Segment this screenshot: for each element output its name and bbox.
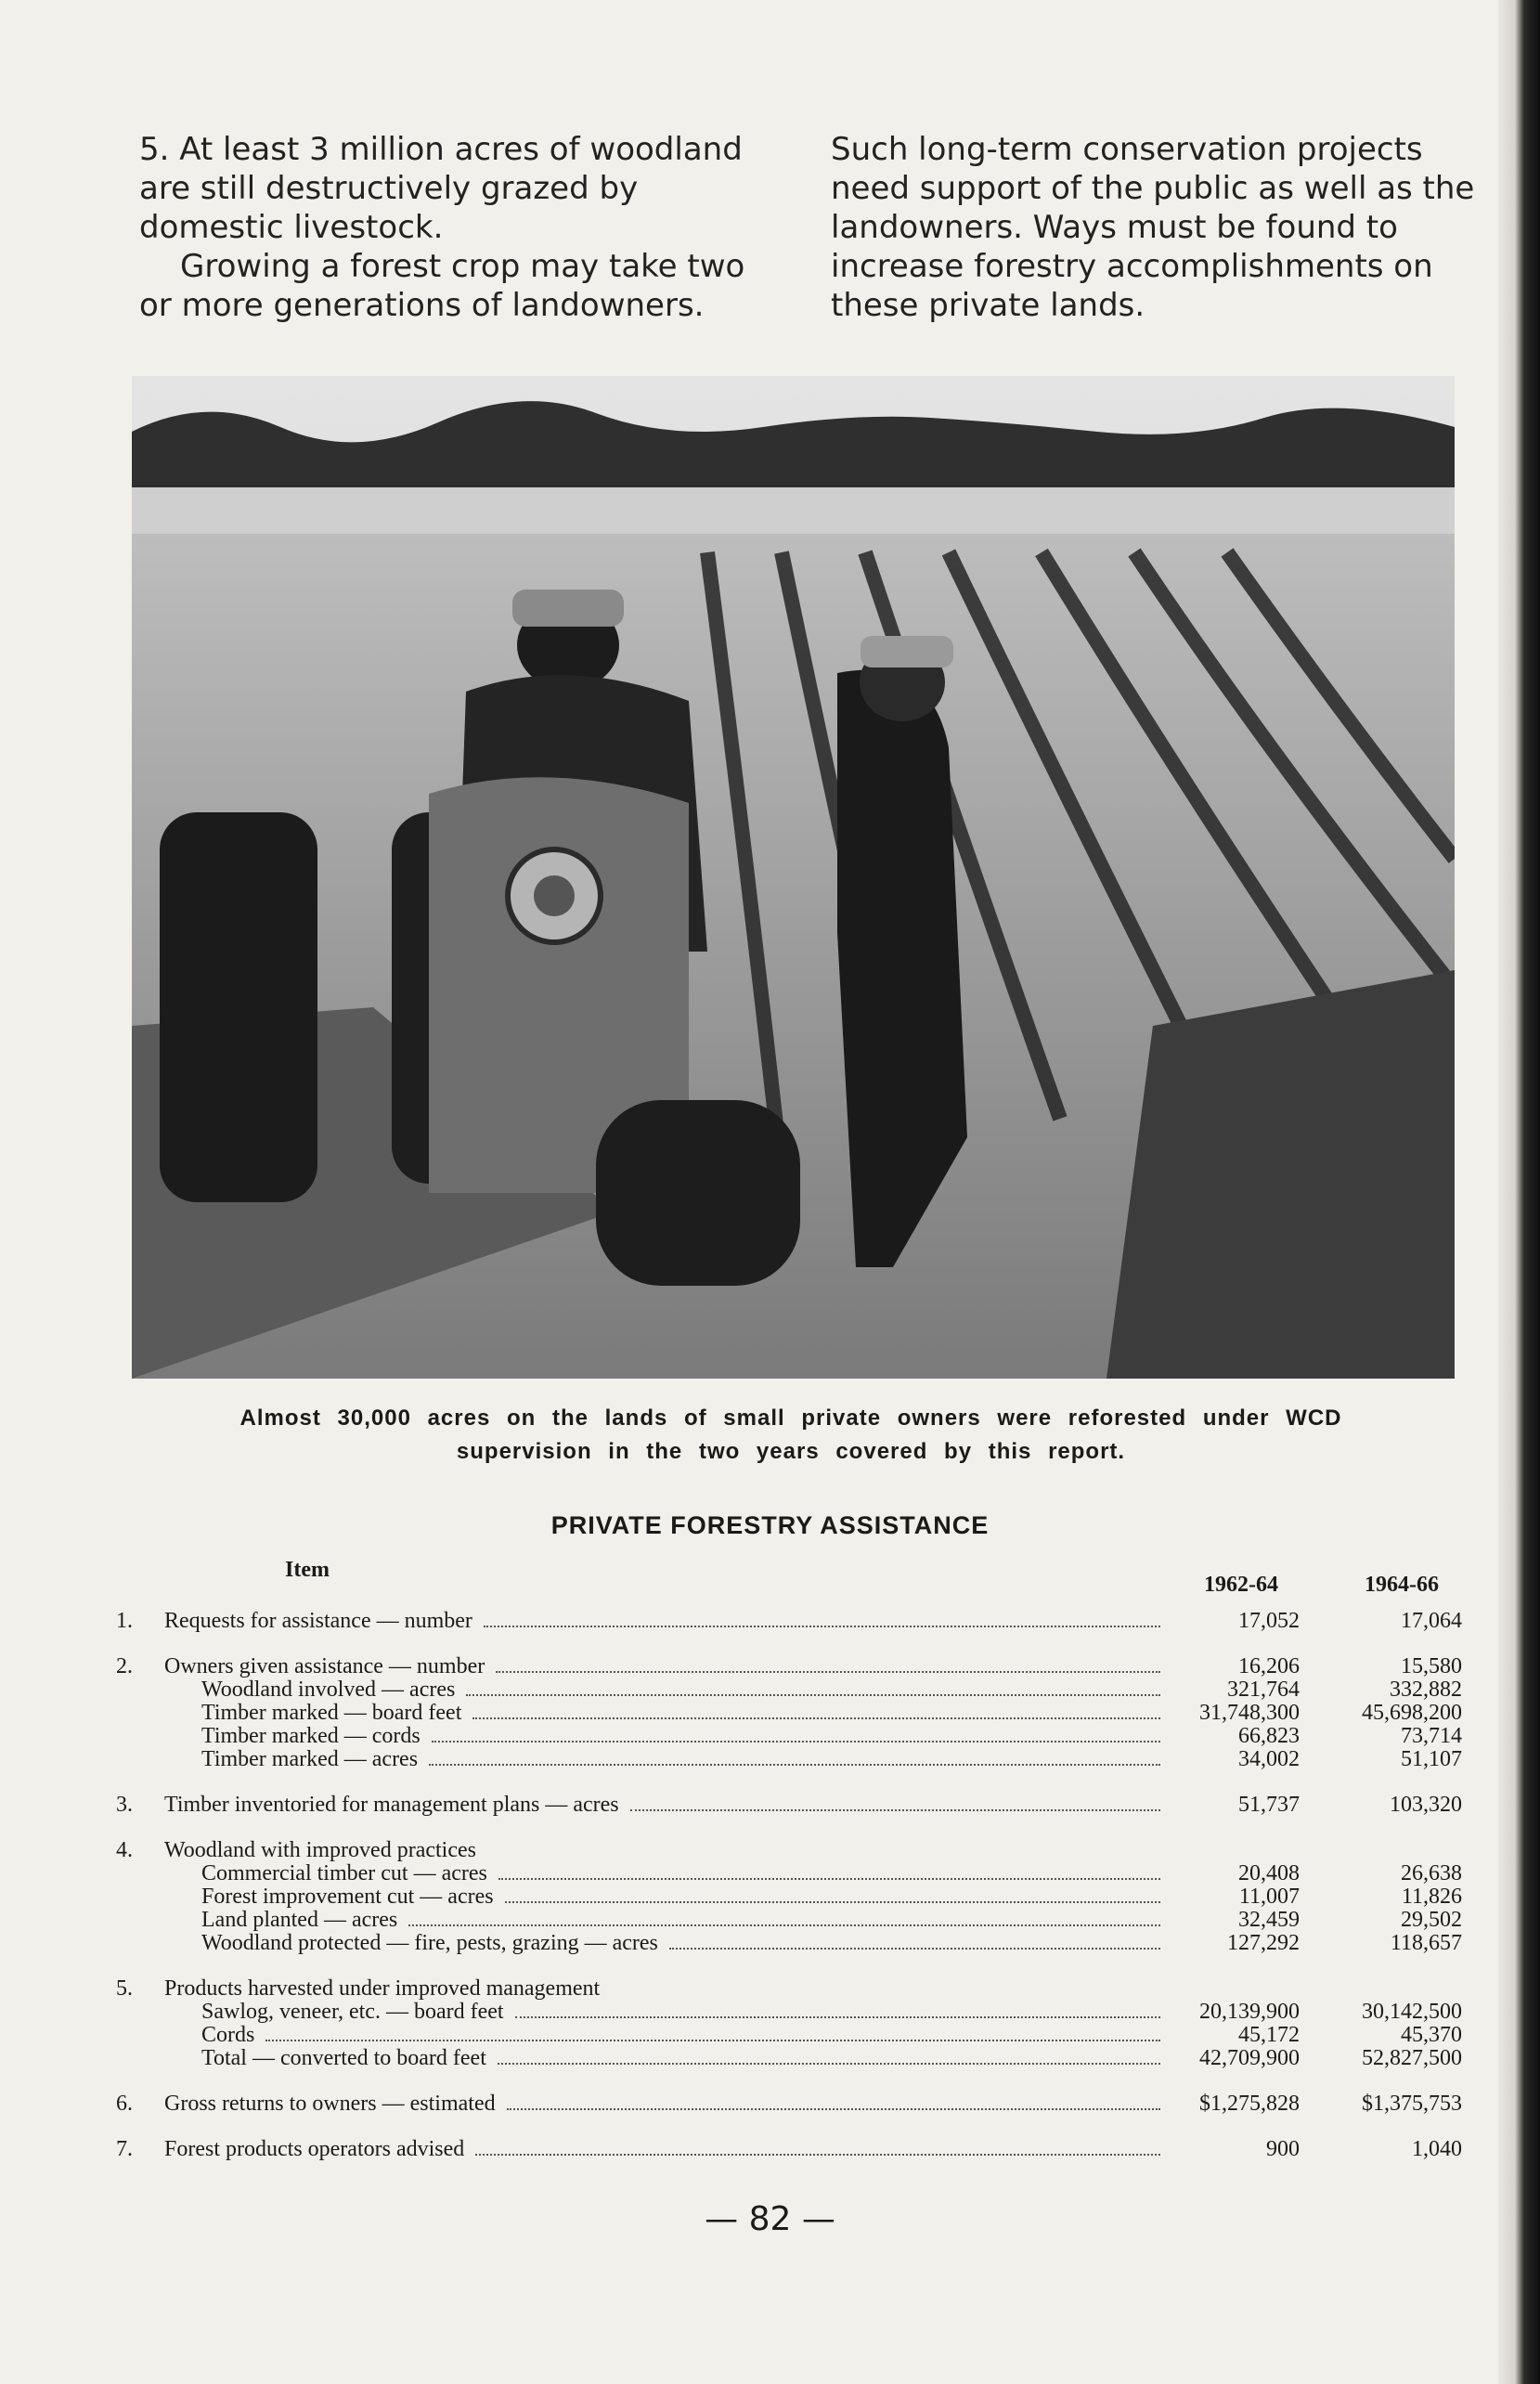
photo-tractor-field xyxy=(132,376,1455,1379)
table-row xyxy=(116,1909,1462,1932)
table-row xyxy=(116,1702,1462,1725)
value-1962-64: 32,459 xyxy=(1238,1908,1300,1932)
intro-left-paragraph-2: Growing a forest crop may take two or more generations of landowners. xyxy=(139,248,745,324)
intro-text xyxy=(139,130,1476,348)
dot-leader xyxy=(265,2040,1160,2041)
table-row xyxy=(116,1885,1462,1909)
intro-right-column xyxy=(831,130,1476,348)
dot-leader xyxy=(496,1671,1160,1673)
dot-leader xyxy=(408,1924,1160,1926)
value-1962-64: 20,139,900 xyxy=(1199,2000,1300,2024)
value-1962-64: 16,206 xyxy=(1238,1654,1300,1678)
row-label: Timber marked — acres xyxy=(201,1747,419,1771)
value-1964-66: $1,375,753 xyxy=(1362,2092,1462,2116)
value-1962-64: 11,007 xyxy=(1238,1885,1300,1909)
row-label: Timber marked — cords xyxy=(201,1724,421,1748)
value-1962-64: 31,748,300 xyxy=(1199,1701,1300,1725)
value-1962-64: 321,764 xyxy=(1227,1678,1300,1702)
dot-leader xyxy=(472,1717,1160,1719)
row-number: 5. xyxy=(116,1976,133,2001)
row-label: Timber marked — board feet xyxy=(201,1701,462,1725)
assistance-table xyxy=(116,1558,1462,2161)
value-1962-64: 51,737 xyxy=(1238,1793,1300,1817)
value-1964-66: 26,638 xyxy=(1401,1861,1462,1885)
row-label: Woodland involved — acres xyxy=(201,1678,456,1702)
photo-icon xyxy=(132,376,1455,1379)
value-1962-64: 20,408 xyxy=(1238,1861,1300,1885)
dot-leader xyxy=(505,1901,1160,1903)
value-1964-66: 51,107 xyxy=(1401,1747,1462,1771)
row-gap xyxy=(116,1633,1462,1655)
value-1964-66: 118,657 xyxy=(1390,1931,1462,1955)
row-label: Requests for assistance — number xyxy=(164,1609,472,1633)
row-number: 6. xyxy=(116,2092,133,2116)
table-row xyxy=(116,1678,1462,1702)
intro-left-paragraph-1: 5. At least 3 million acres of woodland are still destructively grazed by domestic livestock. xyxy=(139,131,743,246)
dot-leader xyxy=(475,2154,1160,2156)
table-row xyxy=(116,2001,1462,2024)
table-row xyxy=(116,1655,1462,1678)
page-number: — 82 — xyxy=(705,2200,835,2238)
value-1964-66: 11,826 xyxy=(1401,1885,1462,1909)
table-row xyxy=(116,1862,1462,1885)
value-1964-66: 45,698,200 xyxy=(1362,1701,1462,1725)
value-1964-66: 1,040 xyxy=(1412,2137,1462,2161)
table-row xyxy=(116,1839,1462,1862)
year-column-1964-66: 1964-66 xyxy=(1365,1573,1439,1597)
row-label: Timber inventoried for management plans — acres xyxy=(164,1793,619,1817)
row-number: 2. xyxy=(116,1654,133,1678)
dot-leader xyxy=(515,2016,1160,2018)
value-1962-64: 34,002 xyxy=(1238,1747,1300,1771)
dot-leader xyxy=(432,1741,1160,1743)
dot-leader xyxy=(669,1948,1160,1950)
value-1964-66: 73,714 xyxy=(1401,1724,1462,1748)
table-row xyxy=(116,2024,1462,2047)
row-gap xyxy=(116,1771,1462,1794)
row-label: Gross returns to owners — estimated xyxy=(164,2092,496,2116)
dot-leader xyxy=(498,2063,1160,2065)
dot-leader xyxy=(507,2108,1160,2110)
table-row xyxy=(116,1977,1462,2001)
row-label: Forest improvement cut — acres xyxy=(201,1885,494,1909)
row-label: Cords xyxy=(201,2023,255,2047)
value-1964-66: 29,502 xyxy=(1401,1908,1462,1932)
table-row xyxy=(116,1725,1462,1748)
table-row xyxy=(116,1748,1462,1771)
dot-leader xyxy=(630,1809,1160,1811)
row-label: Land planted — acres xyxy=(201,1908,398,1932)
row-gap xyxy=(116,2070,1462,2092)
table-row xyxy=(116,2138,1462,2161)
table-row xyxy=(116,1610,1462,1633)
row-label: Woodland protected — fire, pests, grazing — acres xyxy=(201,1931,658,1955)
row-gap xyxy=(116,1817,1462,1839)
row-gap xyxy=(116,1955,1462,1977)
value-1964-66: 103,320 xyxy=(1390,1793,1462,1817)
row-number: 7. xyxy=(116,2137,133,2161)
value-1962-64: 42,709,900 xyxy=(1199,2046,1300,2070)
row-label: Sawlog, veneer, etc. — board feet xyxy=(201,2000,504,2024)
dot-leader xyxy=(429,1764,1160,1766)
row-label: Total — converted to board feet xyxy=(201,2046,486,2070)
value-1962-64: $1,275,828 xyxy=(1199,2092,1300,2116)
row-number: 3. xyxy=(116,1793,133,1817)
value-1964-66: 45,370 xyxy=(1401,2023,1462,2047)
dot-leader xyxy=(466,1694,1160,1696)
value-1962-64: 17,052 xyxy=(1238,1609,1300,1633)
value-1964-66: 52,827,500 xyxy=(1362,2046,1462,2070)
table-header xyxy=(116,1558,1462,1610)
value-1964-66: 30,142,500 xyxy=(1362,2000,1462,2024)
row-label: Products harvested under improved management xyxy=(164,1976,601,2001)
table-row xyxy=(116,1932,1462,1955)
value-1962-64: 66,823 xyxy=(1238,1724,1300,1748)
dot-leader xyxy=(484,1626,1160,1627)
value-1964-66: 15,580 xyxy=(1401,1654,1462,1678)
row-label: Forest products operators advised xyxy=(164,2137,465,2161)
photo-caption: Almost 30,000 acres on the lands of small private owners were reforested under WCD supervision in the two years covered by this report. xyxy=(239,1406,1342,1464)
row-gap xyxy=(116,2116,1462,2138)
item-column-header: Item xyxy=(285,1558,330,1582)
dot-leader xyxy=(498,1878,1160,1880)
row-number: 4. xyxy=(116,1838,133,1862)
table-row xyxy=(116,1794,1462,1817)
row-label: Woodland with improved practices xyxy=(164,1838,476,1862)
value-1962-64: 127,292 xyxy=(1227,1931,1300,1955)
intro-right-paragraph-1: Such long-term conservation projects need support of the public as well as the landowners. Ways must be found to increase forestry accomplishments on these private lands. xyxy=(831,131,1475,324)
row-number: 1. xyxy=(116,1609,133,1633)
value-1962-64: 900 xyxy=(1266,2137,1300,2161)
value-1964-66: 332,882 xyxy=(1390,1678,1462,1702)
table-row xyxy=(116,2047,1462,2070)
row-label: Commercial timber cut — acres xyxy=(201,1861,487,1885)
intro-left-column xyxy=(139,130,784,348)
table-body xyxy=(116,1610,1462,2161)
value-1964-66: 17,064 xyxy=(1401,1609,1462,1633)
row-label: Owners given assistance — number xyxy=(164,1654,485,1678)
value-1962-64: 45,172 xyxy=(1238,2023,1300,2047)
table-row xyxy=(116,2092,1462,2116)
table-title: PRIVATE FORESTRY ASSISTANCE xyxy=(550,1511,990,1539)
page-edge-shadow xyxy=(1498,0,1540,2384)
year-column-1962-64: 1962-64 xyxy=(1204,1573,1278,1597)
